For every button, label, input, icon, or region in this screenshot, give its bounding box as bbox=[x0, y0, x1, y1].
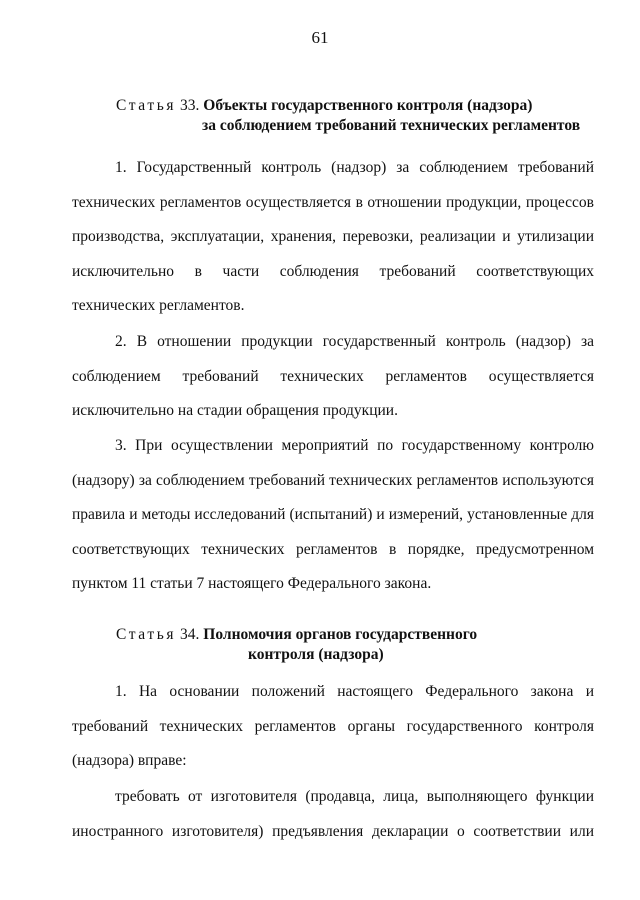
article-title-continued: контроля (надзора) bbox=[248, 646, 384, 663]
paragraph: 2. В отношении продукции государственный контроль (надзор) за соблюдением требований технических регламентов осуществляется исключительно на стадии обращения продукции. bbox=[72, 333, 594, 419]
article-33 bbox=[72, 96, 594, 136]
article-number: 33. bbox=[180, 97, 200, 114]
article-34-body-2 bbox=[72, 780, 594, 849]
article-heading bbox=[72, 96, 594, 136]
article-title-continued: за соблюдением требований технических регламентов bbox=[202, 117, 581, 134]
article-heading bbox=[72, 625, 594, 665]
paragraph: 1. Государственный контроль (надзор) за соблюдением требований технических регламентов осуществляется в отношении продукции, процессов производства, эксплуатации, хранения, перевозки, реализации и утилизации исключительно в части соблюдения требований соответствующих технических регламентов. bbox=[72, 159, 594, 314]
page-number: 61 bbox=[311, 28, 329, 47]
article-number: 34. bbox=[180, 626, 200, 643]
article-title: Объекты государственного контроля (надзора) bbox=[203, 97, 533, 114]
paragraph: требовать от изготовителя (продавца, лица, выполняющего функции иностранного изготовителя) предъявления декларации о соответствии или bbox=[72, 788, 594, 840]
paragraph: 1. На основании положений настоящего Федерального закона и требований технических регламентов органы государственного контроля (надзора) вправе: bbox=[72, 683, 594, 769]
article-33-body-2 bbox=[72, 325, 594, 429]
article-34 bbox=[72, 625, 594, 665]
article-34-body bbox=[72, 675, 594, 779]
article-33-body-3 bbox=[72, 429, 594, 602]
paragraph: 3. При осуществлении мероприятий по государственному контролю (надзору) за соблюдением требований технических регламентов используются правила и методы исследований (испытаний) и измерений, установленные для соответствующих технических регламентов в порядке, предусмотренном пунктом 11 статьи 7 настоящего Федерального закона. bbox=[72, 437, 594, 592]
article-title: Полномочия органов государственного bbox=[203, 626, 478, 643]
article-33-body bbox=[72, 151, 594, 324]
article-label: Статья bbox=[116, 626, 177, 643]
article-label: Статья bbox=[116, 97, 177, 114]
